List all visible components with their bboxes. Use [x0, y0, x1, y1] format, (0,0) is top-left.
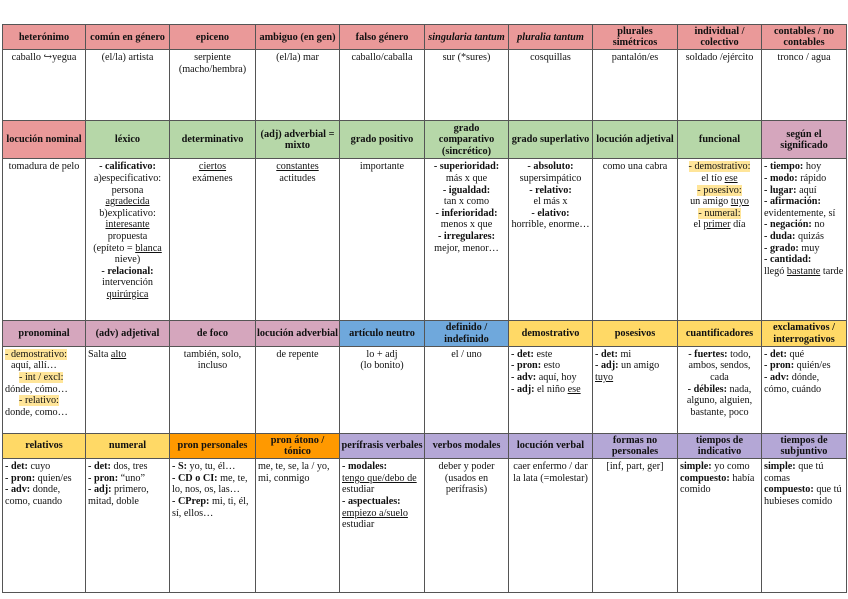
- header-funcional: funcional: [678, 121, 762, 159]
- perif-aspectuales-ex: estudiar: [342, 519, 375, 531]
- ind-simple: simple:: [680, 461, 712, 473]
- header-locucion-verbal: locución verbal: [509, 433, 593, 458]
- dem-adv-ex: aquí, hoy: [536, 372, 577, 383]
- cell-exclamativos: [762, 346, 847, 433]
- func-dem-ese: ese: [724, 173, 738, 184]
- header-demostrativo: demostrativo: [509, 321, 593, 346]
- neutro-lo-adj: lo + adj: [366, 348, 398, 360]
- header-heteronimo: heterónimo: [3, 25, 86, 50]
- ind-compuesto-ex: había comido: [680, 472, 755, 496]
- header-pron-atono-tonico: pron átono / tónico: [256, 433, 340, 458]
- cell-relativos: [3, 459, 86, 593]
- comp-inferioridad-ex: menos x que: [440, 219, 493, 231]
- header-pronominal: pronominal: [3, 321, 86, 346]
- sig-duda-ex: quizás: [795, 230, 825, 242]
- header-cuantificadores: cuantificadores: [678, 321, 762, 346]
- header-posesivos: posesivos: [593, 321, 678, 346]
- excl-det: - det:: [764, 348, 787, 360]
- pos-det-ex: mi: [617, 348, 632, 360]
- cell-locucion-adjetival: como una cabra: [593, 159, 678, 321]
- header-de-foco: de foco: [170, 321, 256, 346]
- lexico-explicativo: b)explicativo:: [99, 207, 156, 219]
- cell-de-foco: también, solo, incluso: [170, 346, 256, 433]
- lexico-quirurgica: quirúrgica: [106, 288, 149, 300]
- dem-pron-ex: esto: [541, 360, 561, 372]
- sig-cantidad-tarde: tarde: [820, 265, 844, 277]
- pos-det: - det:: [595, 348, 618, 360]
- num-det: - det:: [88, 461, 111, 473]
- rel-adv-ex: donde, como, cuando: [5, 484, 63, 507]
- cell-grado-positivo: importante: [340, 159, 425, 321]
- pron-relativo-ex: donde, como…: [5, 406, 68, 418]
- lexico-agradecida: agradecida: [105, 196, 150, 208]
- header-individual-colectivo: individual / colectivo: [678, 25, 762, 50]
- cell-pron-atono: me, te, se, la / yo, mi, conmigo: [256, 459, 340, 593]
- rel-det-ex: cuyo: [27, 461, 51, 473]
- cell-adv-adjetival: [86, 346, 170, 433]
- lexico-especificativo: a)especificativo:: [93, 173, 162, 184]
- cell-cuantificadores: [678, 346, 762, 433]
- header-adverbial-mixto: (adj) adverbial = mixto: [256, 121, 340, 159]
- cell-adverbial-mixto: [256, 159, 340, 321]
- header-determinativo: determinativo: [170, 121, 256, 159]
- num-det-ex: dos, tres: [110, 461, 148, 473]
- cell-heteronimo: caballo ↪yegua: [3, 50, 86, 121]
- perif-modales-u: tengo que/debo de: [342, 472, 417, 484]
- comp-superioridad-ex: más x que: [445, 173, 488, 184]
- sig-grado-ex: muy: [798, 242, 820, 254]
- lexico-interesante: interesante: [105, 219, 150, 231]
- pron-relativo: - relativo:: [19, 395, 59, 407]
- header-locucion-adverbial: locución adverbial: [256, 321, 340, 346]
- header-row-4: [3, 433, 847, 458]
- pos-adj: - adj:: [595, 360, 619, 372]
- content-row-4: [3, 459, 847, 593]
- cell-falso-genero: caballo/caballa: [340, 50, 425, 121]
- excl-pron: - pron:: [764, 360, 795, 372]
- sig-afirmacion: - afirmación:: [764, 196, 821, 208]
- pers-s-ex: yo, tu, él…: [187, 461, 236, 473]
- func-num-dia: día: [730, 219, 746, 231]
- cell-articulo-neutro: [340, 346, 425, 433]
- func-numeral-ex: [680, 219, 759, 231]
- cell-perifrasis: [340, 459, 425, 593]
- sig-grado: - grado:: [764, 242, 799, 254]
- cell-locucion-nominal: tomadura de pelo: [3, 159, 86, 321]
- header-tiempos-subjuntivo: tiempos de subjuntivo: [762, 433, 847, 458]
- content-row-2: [3, 159, 847, 321]
- comp-superioridad: - superioridad:: [433, 161, 500, 173]
- pron-demostrativo-ex: aquí, allí…: [11, 360, 57, 372]
- cell-verbos-modales: deber y poder (usados en perífrasis): [425, 459, 509, 593]
- header-perifrasis-verbales: perífrasis verbales: [340, 433, 425, 458]
- sig-cantidad: - cantidad:: [764, 254, 812, 266]
- subj-simple-ex: que tú comas: [764, 461, 824, 484]
- cell-comun-en-genero: (el/la) artista: [86, 50, 170, 121]
- header-singularia-tantum: singularia tantum: [425, 25, 509, 50]
- header-row-2: [3, 121, 847, 159]
- perif-modales: - modales:: [342, 461, 387, 473]
- dem-pron: - pron:: [511, 360, 542, 372]
- header-pron-personales: pron personales: [170, 433, 256, 458]
- excl-pron-ex: quién/es: [794, 360, 831, 372]
- cell-numeral: [86, 459, 170, 593]
- cell-locucion-adverbial: de repente: [256, 346, 340, 433]
- header-row-3: [3, 321, 847, 346]
- pos-adj-tuyo: tuyo: [595, 372, 614, 383]
- func-pos-tuyo: tuyo: [730, 196, 749, 208]
- pos-adj-ex: un amigo: [618, 360, 660, 372]
- header-comun-en-genero: común en género: [86, 25, 170, 50]
- det-ciertos: ciertos: [198, 161, 227, 173]
- lexico-epiteto: [88, 243, 167, 255]
- cell-determinativo: [170, 159, 256, 321]
- header-row-1: [3, 25, 847, 50]
- cell-lexico: [86, 159, 170, 321]
- lexico-intervencion: intervención: [102, 277, 153, 289]
- dem-adj-ex: el niño: [534, 383, 568, 395]
- func-pos-text: un amigo: [690, 196, 731, 208]
- func-demostrativo-ex: [680, 173, 759, 185]
- perif-aspectuales: - aspectuales:: [342, 496, 401, 507]
- header-plurales-simetricos: plurales simétricos: [593, 25, 678, 50]
- mixto-constantes: constantes: [276, 161, 319, 173]
- header-verbos-modales: verbos modales: [425, 433, 509, 458]
- subj-compuesto-ex: que tú hubieses comido: [764, 484, 842, 507]
- sig-negacion: - negación:: [764, 219, 812, 231]
- header-lexico: léxico: [86, 121, 170, 159]
- cell-pluralia: cosquillas: [509, 50, 593, 121]
- header-formas-no-personales: formas no personales: [593, 433, 678, 458]
- lexico-blanca: blanca: [135, 242, 162, 254]
- header-grado-positivo: grado positivo: [340, 121, 425, 159]
- excl-adv-ex: dónde, cómo, cuándo: [764, 372, 822, 395]
- perif-aspectuales-u: empiezo a/suelo: [342, 507, 408, 519]
- cell-pron-personales: [170, 459, 256, 593]
- dem-adv: - adv:: [511, 372, 537, 383]
- cell-grado-superlativo: [509, 159, 593, 321]
- advadj-text: Salta: [88, 348, 111, 360]
- dem-det: - det:: [511, 348, 534, 360]
- advadj-alto: alto: [110, 348, 127, 360]
- rel-pron-ex: quien/es: [35, 472, 72, 484]
- header-pluralia-tantum: pluralia tantum: [509, 25, 593, 50]
- func-demostrativo: - demostrativo:: [688, 161, 751, 173]
- rel-det: - det:: [5, 461, 28, 473]
- cell-ambiguo: (el/la) mar: [256, 50, 340, 121]
- superl-elativo: - elativo:: [531, 207, 570, 219]
- cuant-fuertes: - fuertes:: [688, 348, 728, 360]
- cell-tiempos-subjuntivo: [762, 459, 847, 593]
- header-numeral: numeral: [86, 433, 170, 458]
- pers-cd-ci: - CD o CI:: [172, 472, 218, 484]
- num-pron: - pron:: [88, 472, 119, 484]
- num-adj: - adj:: [88, 484, 112, 496]
- cell-tiempos-indicativo: [678, 459, 762, 593]
- sig-tiempo: - tiempo:: [764, 161, 804, 173]
- subj-simple: simple:: [764, 461, 796, 473]
- cell-epiceno: serpiente (macho/hembra): [170, 50, 256, 121]
- pers-cprep: - CPrep:: [172, 496, 210, 507]
- pron-int-excl: - int / excl:: [19, 372, 64, 383]
- superl-relativo-ex: el más x: [533, 196, 568, 208]
- rel-pron: - pron:: [5, 472, 36, 484]
- cuant-debiles-ex: nada, alguno, alguien, bastante, poco: [686, 383, 753, 418]
- cell-demostrativo: [509, 346, 593, 433]
- superl-absoluto-ex: supersimpático: [519, 173, 582, 184]
- lexico-relacional: - relacional:: [101, 265, 154, 277]
- lexico-nieve: nieve): [114, 254, 141, 266]
- pron-demostrativo: - demostrativo:: [5, 348, 67, 360]
- ind-compuesto: compuesto:: [680, 472, 730, 484]
- func-posesivo: - posesivo:: [697, 184, 742, 196]
- pers-cd-ci-ex: me, te, lo, nos, os, las…: [172, 472, 248, 496]
- lexico-propuesta: propuesta: [107, 230, 148, 242]
- cell-formas-no-personales: [inf, part, ger]: [593, 459, 678, 593]
- header-locucion-adjetival: locución adjetival: [593, 121, 678, 159]
- cell-locucion-verbal: caer enfermo / dar la lata (=molestar): [509, 459, 593, 593]
- header-articulo-neutro: artículo neutro: [340, 321, 425, 346]
- det-examenes: exámenes: [192, 173, 233, 184]
- cell-plurales-simetricos: pantalón/es: [593, 50, 678, 121]
- cell-contables: tronco / agua: [762, 50, 847, 121]
- pers-cprep-ex: mi, ti, él, sí, ellos…: [172, 496, 249, 519]
- header-exclamativos: exclamativos / interrogativos: [762, 321, 847, 346]
- sig-cantidad-bastante: bastante: [786, 265, 821, 277]
- func-dem-text: el tío: [701, 173, 725, 184]
- cell-funcional: [678, 159, 762, 321]
- content-row-1: [3, 50, 847, 121]
- pers-s: - S:: [172, 461, 187, 473]
- lexico-epiteto-text: (epíteto =: [93, 242, 136, 254]
- perif-modales-ex: estudiar: [342, 484, 375, 496]
- cell-segun-significado: [762, 159, 847, 321]
- header-locucion-nominal: locución nominal: [3, 121, 86, 159]
- cell-definido-indefinido: el / uno: [425, 346, 509, 433]
- cell-individual-colectivo: soldado /ejército: [678, 50, 762, 121]
- cell-grado-comparativo: [425, 159, 509, 321]
- header-falso-genero: falso género: [340, 25, 425, 50]
- content-row-3: [3, 346, 847, 433]
- subj-compuesto: compuesto:: [764, 484, 814, 496]
- sig-duda: - duda:: [764, 230, 796, 242]
- lexico-calificativo: - calificativo:: [99, 161, 156, 173]
- cell-posesivos: [593, 346, 678, 433]
- comp-inferioridad: - inferioridad:: [435, 207, 498, 219]
- header-epiceno: epiceno: [170, 25, 256, 50]
- dem-det-ex: este: [533, 348, 553, 360]
- cuant-debiles: - débiles:: [687, 383, 727, 395]
- superl-elativo-ex: horrible, enorme…: [511, 219, 590, 231]
- func-num-text: el: [693, 219, 704, 231]
- ind-simple-ex: yo como: [711, 461, 750, 473]
- header-grado-superlativo: grado superlativo: [509, 121, 593, 159]
- sig-cantidad-a: llegó: [764, 265, 787, 277]
- header-adv-adjetival: (adv) adjetival: [86, 321, 170, 346]
- cell-pronominal: [3, 346, 86, 433]
- dem-adj-ese: ese: [567, 383, 581, 395]
- cell-singularia: sur (*sures): [425, 50, 509, 121]
- header-segun-significado: según el significado: [762, 121, 847, 159]
- num-adj-ex: primero, mitad, doble: [88, 484, 149, 507]
- pron-int-excl-ex: dónde, cómo…: [5, 383, 68, 395]
- sig-modo: - modo:: [764, 173, 798, 184]
- lexico-persona: persona: [111, 184, 144, 196]
- superl-absoluto: - absoluto:: [527, 161, 574, 173]
- comp-igualdad: - igualdad:: [442, 184, 491, 196]
- sig-tiempo-ex: hoy: [803, 161, 822, 173]
- header-ambiguo: ambiguo (en gen): [256, 25, 340, 50]
- sig-negacion-ex: no: [811, 219, 825, 231]
- header-contables: contables / no contables: [762, 25, 847, 50]
- mixto-actitudes: actitudes: [279, 173, 316, 184]
- func-numeral: - numeral:: [698, 207, 741, 219]
- header-definido-indefinido: definido / indefinido: [425, 321, 509, 346]
- comp-irregulares: - irregulares:: [437, 230, 496, 242]
- sig-lugar: - lugar:: [764, 184, 797, 196]
- cuant-fuertes-ex: todo, ambos, sendos, cada: [688, 348, 751, 383]
- comp-irregulares-ex: mejor, menor…: [434, 242, 499, 254]
- rel-adv: - adv:: [5, 484, 31, 496]
- sig-modo-ex: rápido: [797, 173, 827, 184]
- comp-igualdad-ex: tan x como: [443, 196, 490, 208]
- func-posesivo-ex: [680, 196, 759, 208]
- num-pron-ex: “uno”: [118, 472, 145, 484]
- sig-lugar-ex: aquí: [796, 184, 817, 196]
- superl-relativo: - relativo:: [529, 184, 572, 196]
- dem-adj: - adj:: [511, 383, 535, 395]
- header-tiempos-indicativo: tiempos de indicativo: [678, 433, 762, 458]
- sig-cantidad-ex-line: [764, 266, 844, 278]
- header-grado-comparativo: grado comparativo (sincrético): [425, 121, 509, 159]
- grammar-table: [2, 24, 847, 593]
- func-num-primer: primer: [703, 219, 731, 231]
- header-relativos: relativos: [3, 433, 86, 458]
- neutro-lo-bonito: (lo bonito): [360, 360, 404, 372]
- sig-afirmacion-ex: evidentemente, sí: [764, 207, 836, 219]
- excl-det-ex: qué: [786, 348, 805, 360]
- excl-adv: - adv:: [764, 372, 790, 383]
